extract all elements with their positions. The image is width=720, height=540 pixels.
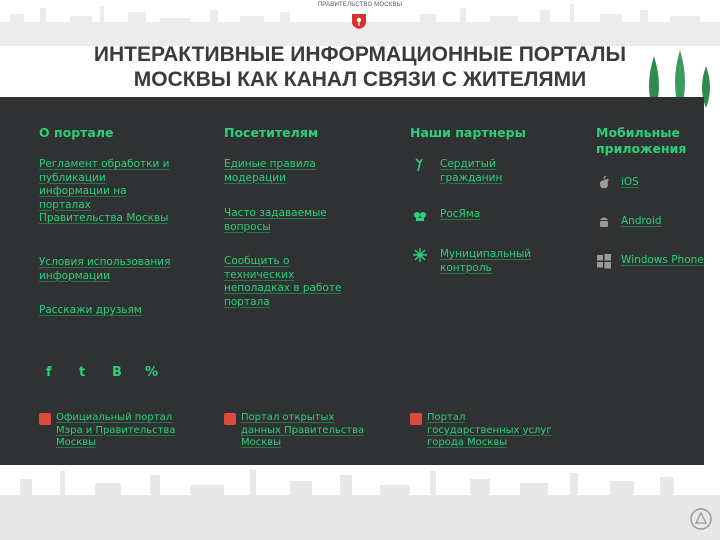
angry-citizen-icon xyxy=(412,157,428,173)
facebook-icon[interactable]: f xyxy=(46,365,52,380)
gov-services-icon xyxy=(410,413,422,425)
faq-link[interactable]: Часто задаваемые вопросы xyxy=(224,207,327,233)
regulation-link[interactable]: Регламент обработки и публикации информации на порталах Правительства Москвы xyxy=(39,158,170,224)
tell-friends-link[interactable]: Расскажи друзьям xyxy=(39,304,142,316)
windows-icon xyxy=(596,253,612,269)
moscow-emblem-icon xyxy=(350,12,368,30)
gov-services-portal-link[interactable]: Портал государственных услуг города Москвы xyxy=(427,412,552,448)
about-heading: О портале xyxy=(39,125,114,140)
open-data-icon xyxy=(224,413,236,425)
skyline-bottom-decoration xyxy=(0,465,720,540)
municipal-control-icon xyxy=(412,247,428,263)
terms-of-use-link[interactable]: Условия использования информации xyxy=(39,256,171,282)
share-icon[interactable]: % xyxy=(145,365,159,380)
mayor-portal-link[interactable]: Официальный портал Мэра и Правительства Москвы xyxy=(56,412,176,448)
mobile-apps-heading: Мобильные приложения xyxy=(596,125,687,156)
report-issue-link[interactable]: Сообщить о технических неполадках в работе портала xyxy=(224,255,342,308)
slide-title-line-1: ИНТЕРАКТИВНЫЕ ИНФОРМАЦИОННЫЕ ПОРТАЛЫ xyxy=(93,43,627,66)
corner-emblem-icon xyxy=(690,508,712,530)
slide-title-line-2: МОСКВЫ КАК КАНАЛ СВЯЗИ С ЖИТЕЛЯМИ xyxy=(133,68,587,91)
vkontakte-icon[interactable]: B xyxy=(112,365,122,380)
rosyama-icon xyxy=(412,207,428,223)
moderation-rules-link[interactable]: Единые правила модерации xyxy=(224,158,316,184)
android-app-link[interactable]: Android xyxy=(621,215,662,227)
android-icon xyxy=(596,214,612,230)
government-label: ПРАВИТЕЛЬСТВО МОСКВЫ xyxy=(317,2,403,8)
partners-heading: Наши партнеры xyxy=(410,125,526,140)
apple-icon xyxy=(596,175,612,191)
slide-title xyxy=(0,42,720,92)
portal-footer-panel xyxy=(0,97,704,465)
angry-citizen-link[interactable]: Сердитый гражданин xyxy=(440,158,503,184)
ios-app-link[interactable]: iOS xyxy=(621,176,639,188)
visitors-heading: Посетителям xyxy=(224,125,319,140)
municipal-control-link[interactable]: Муниципальный контроль xyxy=(440,248,532,274)
rosyama-link[interactable]: РосЯма xyxy=(440,208,481,220)
twitter-icon[interactable]: t xyxy=(79,365,86,380)
open-data-portal-link[interactable]: Портал открытых данных Правительства Москвы xyxy=(241,412,365,448)
windows-phone-app-link[interactable]: Windows Phone xyxy=(621,254,704,266)
mos-portal-icon xyxy=(39,413,51,425)
